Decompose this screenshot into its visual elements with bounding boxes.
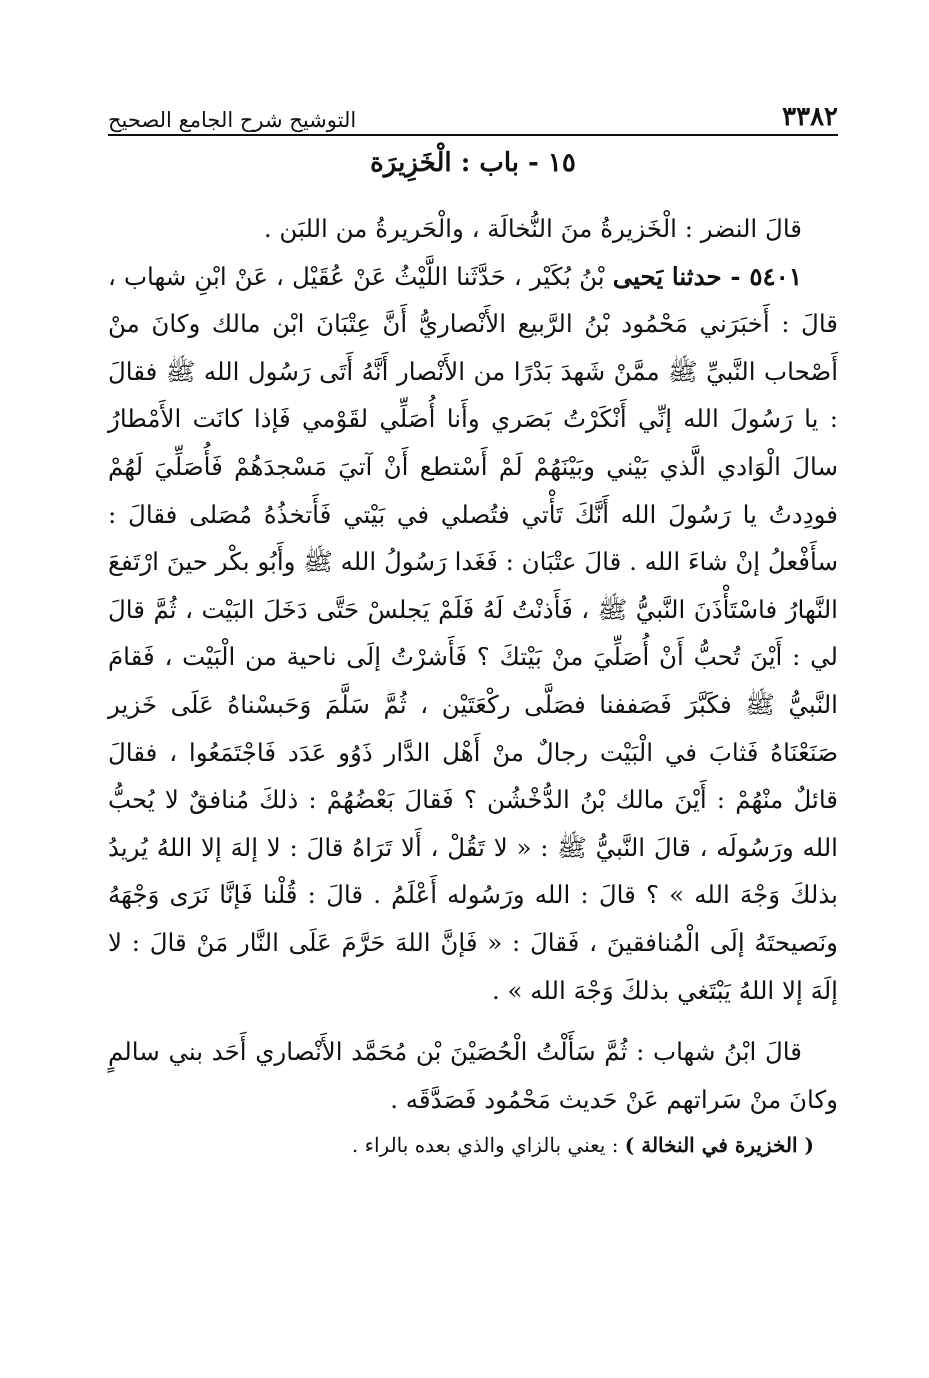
commentary-note	[108, 1123, 838, 1167]
commentary-term: ( الخزيرة في النخالة )	[624, 1133, 814, 1158]
hadith-number: ٥٤٠١ - حدثنا يَحيى	[612, 261, 802, 291]
closing-paragraph: قالَ ابْنُ شهاب : ثُمَّ سَأَلْتُ الْحُصَيْنَ بْن مُحَمَّد الأَنْصاري أَحَد بني سالمٍ وكانَ منْ سَراتهم عَنْ حَديث مَحْمُود فَصَدَّقَه .	[108, 1037, 838, 1114]
book-page	[108, 70, 838, 1330]
running-head	[108, 92, 838, 132]
header-divider	[108, 134, 838, 136]
chapter-title: ١٥ - باب : الْخَزِيرَة	[370, 148, 576, 178]
main-text	[108, 205, 838, 1167]
definition-paragraph: قالَ النضر : الْخَزيرةُ منَ النُّخالَة ، والْحَريرةُ من اللبَن .	[263, 214, 802, 243]
commentary-text: : يعني بالزاي والذي بعده بالراء .	[351, 1133, 625, 1158]
hadith-text: بْنُ بُكَيْر ، حَدَّثَنا اللَّيْثُ عَنْ عُقَيْل ، عَنْ ابْنِ شهاب ، قالَ : أَخبَرَني مَحْمُود بْنُ الرَّبيع الأَنْصاريُّ أَنَّ عِتْبَانَ ابْن مالك وكانَ منْ أَصْحاب النَّبيِّ ﷺ ممَّنْ شَهدَ بَدْرًا من الأَنْصار أَنَّهُ أَتَى رَسُول الله ﷺ فقالَ : يا رَسُولَ الله إنِّي أَنْكَرْتُ بَصَري وأَنا أُصَلِّي لقَوْمي فَإذا كانَت الأَمْطارُ سالَ الْوَادي الَّذي بَيْني وبَيْنَهُمْ لَمْ أَسْتطع أَنْ آتيَ مَسْجدَهُمْ فَأُصَلِّيَ لَهُمْ فودِدتُ يا رَسُولَ الله أَنَّكَ تَأْتي فتُصلي في بَيْتي فَأَتخذُهُ مُصَلى فقالَ : سأَفْعلُ إنْ شاءَ الله . قالَ عتْبَان : فَغَدا رَسُولُ الله ﷺ وأَبُو بكْر حينَ ارْتَفعَ النَّهارُ فاسْتَأْذَنَ النَّبيُّ ﷺ ، فَأَذنْتُ لَهُ فَلَمْ يَجلسْ حَتَّى دَخَلَ البَيْت ، ثُمَّ قالَ لي : أَيْنَ تُحبُّ أَنْ أُصَلِّيَ منْ بَيْتكَ ؟ فَأَشرْتُ إلَى ناحية من الْبَيْت ، فَقامَ النَّبيُّ ﷺ فكَبَّرَ فَصَففنا فصَلَّى ركْعَتَيْن ، ثُمَّ سَلَّمَ وَحَبسْناهُ عَلَى خَزير صَنَعْنَاهُ فَثابَ في الْبَيْت رجالٌ منْ أَهْل الدَّار ذَوُو عَدَد فَاجْتَمَعُوا ، فقالَ قائلٌ منْهُمْ : أَيْنَ مالك بْنُ الدُّخْشُن ؟ فَقالَ بَعْضُهُمْ : ذلكَ مُنافقٌ لا يُحبُّ الله ورَسُولَه ، قالَ النَّبيُّ ﷺ : « لا تَقُلْ ، أَلا تَرَاهُ قالَ : لا إلهَ إلا اللهُ يُريدُ بذلكَ وَجْهَ الله » ؟ قالَ : الله ورَسُوله أَعْلَمُ . قالَ : قُلْنا فَإنَّا نَرَى وَجْهَهُ ونَصيحتَهُ إلَى الْمُنافقينَ ، فَقالَ : « فَإنَّ اللهَ حَرَّمَ عَلَى النَّار مَنْ قالَ : لا إلَهَ إلا اللهُ يَبْتَغي بذلكَ وَجْهَ الله » .	[108, 261, 838, 1005]
book-title: التوشيح شرح الجامع الصحيح	[108, 108, 357, 132]
page-number: ٣٣٨٢	[782, 102, 838, 132]
hadith-paragraph	[108, 253, 838, 1015]
